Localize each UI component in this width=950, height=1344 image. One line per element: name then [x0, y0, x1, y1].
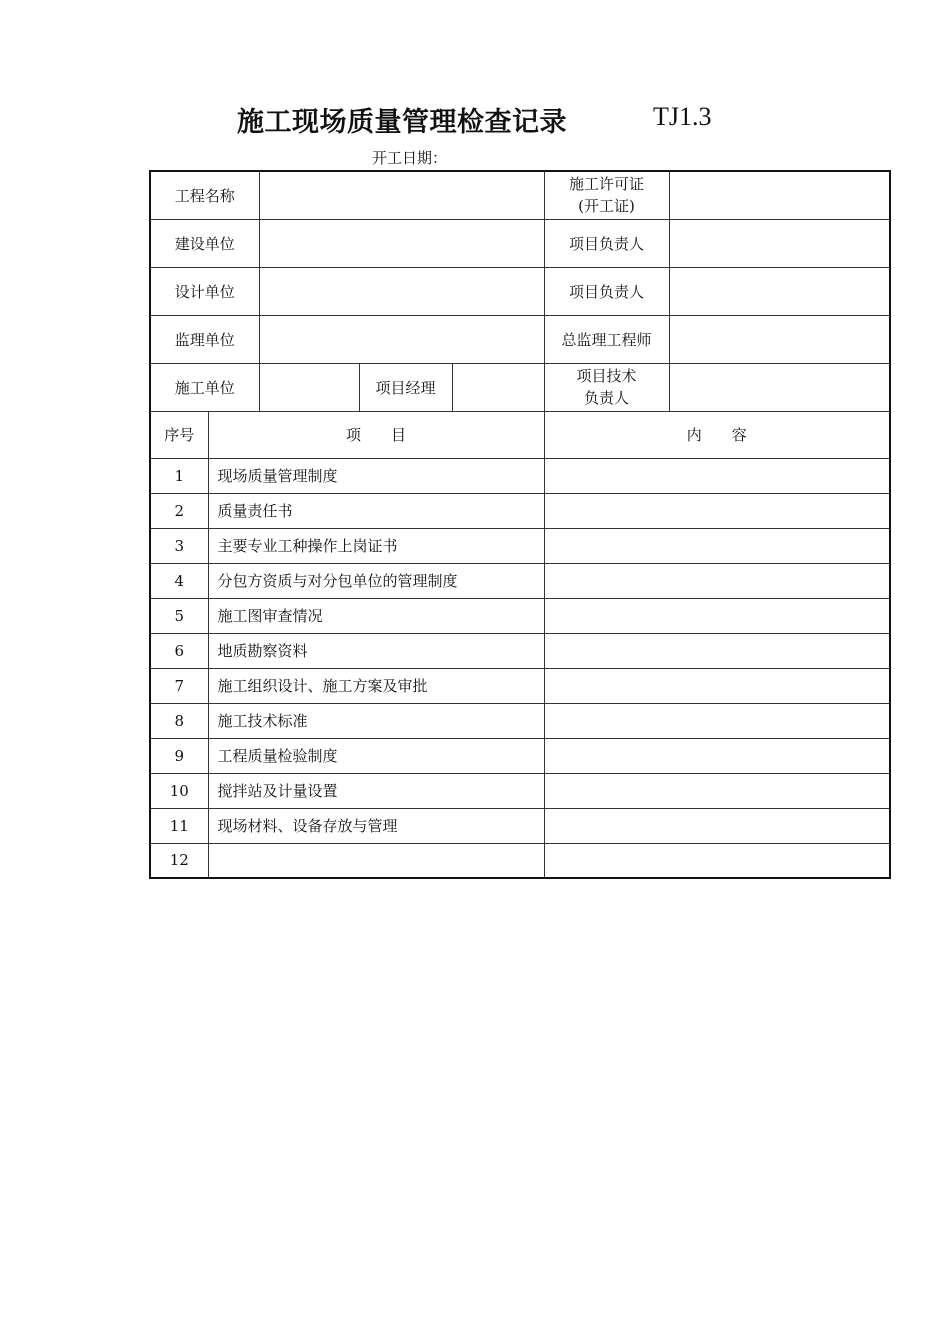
- item-name: 分包方资质与对分包单位的管理制度: [208, 563, 544, 598]
- item-content[interactable]: [544, 528, 890, 563]
- form-code: TJ1.3: [653, 102, 712, 131]
- start-date-label: 开工日期：: [372, 149, 448, 167]
- value-project-manager[interactable]: [452, 363, 544, 411]
- table-row: [150, 703, 890, 738]
- item-number: 3: [150, 528, 208, 563]
- label-tech-lead-line1: 项目技术: [576, 367, 637, 385]
- item-number: 12: [150, 843, 208, 878]
- item-name: 搅拌站及计量设置: [208, 773, 544, 808]
- label-permit-line1: 施工许可证: [569, 175, 645, 194]
- value-tech-lead[interactable]: [669, 363, 890, 411]
- item-number: 11: [150, 808, 208, 843]
- item-number: 2: [150, 493, 208, 528]
- item-name: 工程质量检验制度: [208, 738, 544, 773]
- table-row: [150, 773, 890, 808]
- item-content[interactable]: [544, 808, 890, 843]
- table-row: [150, 598, 890, 633]
- label-contractor: 施工单位: [150, 363, 259, 411]
- item-content[interactable]: [544, 633, 890, 668]
- label-builder: 建设单位: [150, 219, 259, 267]
- value-contractor[interactable]: [259, 363, 359, 411]
- title-row: [0, 100, 950, 140]
- item-name: [208, 843, 544, 878]
- row-designer: [150, 267, 890, 315]
- item-content[interactable]: [544, 458, 890, 493]
- value-designer-lead[interactable]: [669, 267, 890, 315]
- col-header-item: 项 目: [208, 411, 544, 458]
- page-title: 施工现场质量管理检查记录: [237, 107, 567, 138]
- label-designer: 设计单位: [150, 267, 259, 315]
- item-number: 7: [150, 668, 208, 703]
- value-permit[interactable]: [669, 171, 890, 219]
- value-supervisor[interactable]: [259, 315, 544, 363]
- value-project-name[interactable]: [259, 171, 544, 219]
- label-tech-lead: [544, 363, 669, 411]
- item-number: 8: [150, 703, 208, 738]
- item-name: 施工图审查情况: [208, 598, 544, 633]
- item-name: 主要专业工种操作上岗证书: [208, 528, 544, 563]
- table-row: [150, 493, 890, 528]
- label-chief-supervisor: 总监理工程师: [544, 315, 669, 363]
- table-row: [150, 633, 890, 668]
- item-name: 施工技术标准: [208, 703, 544, 738]
- value-builder[interactable]: [259, 219, 544, 267]
- item-content[interactable]: [544, 668, 890, 703]
- item-content[interactable]: [544, 703, 890, 738]
- quality-check-table: [149, 170, 891, 879]
- label-permit: [544, 171, 669, 219]
- label-project-name: 工程名称: [150, 171, 259, 219]
- table-row: [150, 843, 890, 878]
- row-supervisor: [150, 315, 890, 363]
- item-content[interactable]: [544, 493, 890, 528]
- label-designer-lead: 项目负责人: [544, 267, 669, 315]
- item-number: 1: [150, 458, 208, 493]
- item-name: 质量责任书: [208, 493, 544, 528]
- table-row: [150, 738, 890, 773]
- value-chief-supervisor[interactable]: [669, 315, 890, 363]
- label-project-manager: 项目经理: [359, 363, 452, 411]
- item-number: 4: [150, 563, 208, 598]
- item-content[interactable]: [544, 738, 890, 773]
- value-builder-lead[interactable]: [669, 219, 890, 267]
- item-number: 6: [150, 633, 208, 668]
- table-row: [150, 563, 890, 598]
- col-header-content: 内 容: [544, 411, 890, 458]
- table-row: [150, 528, 890, 563]
- item-content[interactable]: [544, 598, 890, 633]
- label-builder-lead: 项目负责人: [544, 219, 669, 267]
- value-designer[interactable]: [259, 267, 544, 315]
- label-permit-line2: (开工证): [578, 197, 635, 216]
- row-column-headers: [150, 411, 890, 458]
- item-name: 地质勘察资料: [208, 633, 544, 668]
- item-number: 10: [150, 773, 208, 808]
- item-number: 5: [150, 598, 208, 633]
- item-content[interactable]: [544, 563, 890, 598]
- label-tech-lead-line2: 负责人: [584, 389, 630, 407]
- item-name: 现场材料、设备存放与管理: [208, 808, 544, 843]
- item-number: 9: [150, 738, 208, 773]
- table-row: [150, 808, 890, 843]
- row-builder: [150, 219, 890, 267]
- item-content[interactable]: [544, 843, 890, 878]
- row-project-name: [150, 171, 890, 219]
- item-name: 现场质量管理制度: [208, 458, 544, 493]
- table-row: [150, 458, 890, 493]
- label-supervisor: 监理单位: [150, 315, 259, 363]
- item-content[interactable]: [544, 773, 890, 808]
- table-row: [150, 668, 890, 703]
- col-header-no: 序号: [150, 411, 208, 458]
- row-contractor: [150, 363, 890, 411]
- item-rows: [150, 458, 890, 878]
- item-name: 施工组织设计、施工方案及审批: [208, 668, 544, 703]
